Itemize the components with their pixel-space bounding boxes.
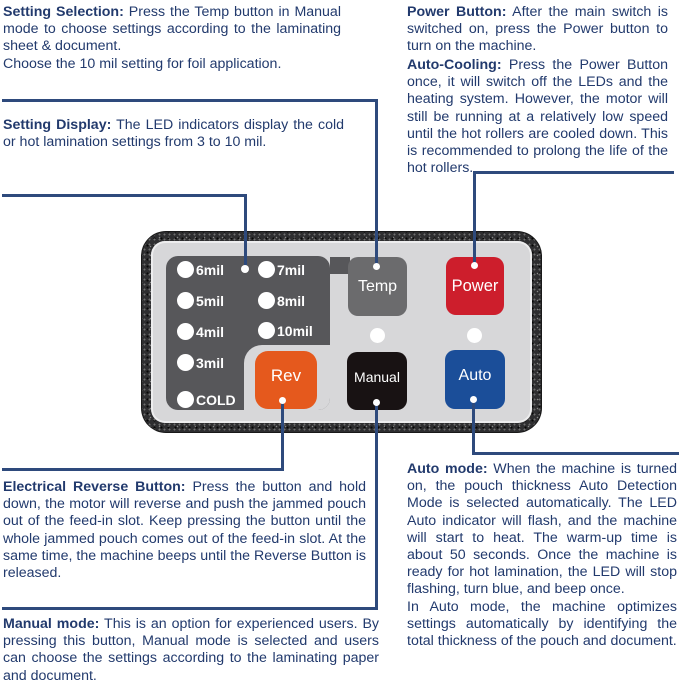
connector-manual-v xyxy=(375,404,378,610)
reverse-button-label: Rev xyxy=(270,366,302,385)
led-label: 4mil xyxy=(196,323,225,340)
callout-body: Choose the 10 mil setting for foil application. xyxy=(3,55,282,72)
callout-title: Auto-Cooling: xyxy=(407,57,502,73)
led-panel-dot xyxy=(241,265,249,273)
callout-body: The LED indicators display the cold or hot lamination settings from 3 to 10 mil. xyxy=(3,117,344,151)
led-row xyxy=(177,391,236,408)
auto-mode-lamp xyxy=(467,328,482,343)
callout-setting-display xyxy=(3,117,344,151)
callout-title: Power Button: xyxy=(407,4,507,20)
callout-setting-selection xyxy=(3,4,341,73)
connector-power-v xyxy=(473,171,476,264)
callout-body: Press the button and hold down, the motor will reverse and push the jammed pouch out of the feed-in slot. Keep pressing the button until the whole jammed pouch comes out of the feed-in slot. At the same time, the machine beeps until the Reverse Button is released. xyxy=(3,479,366,582)
callout-power-button xyxy=(407,4,668,56)
led-panel-temp-bridge xyxy=(330,257,350,274)
led-indicator-cold xyxy=(177,391,194,408)
callout-auto-mode xyxy=(407,461,677,650)
reverse-button[interactable] xyxy=(255,351,317,409)
auto-button-label: Auto xyxy=(458,366,492,384)
led-indicator-3mil xyxy=(177,354,194,371)
reverse-button-dot xyxy=(279,397,286,404)
callout-body: After the main switch is switched on, press the Power button to turn on the machine. xyxy=(407,4,669,55)
callout-title: Setting Display: xyxy=(3,117,112,133)
connector-power-h xyxy=(473,171,674,174)
led-indicator-8mil xyxy=(258,292,275,309)
led-indicator-6mil xyxy=(177,261,194,278)
callout-auto-cooling xyxy=(407,57,668,177)
callout-body: When the machine is turned on, the pouch thickness Auto Detection Mode is selected automatically. The LED Auto indicator will flash, and the machine will start to heat. The warm-up time is about 50 seconds. Once the machine is ready for hot lamination, the LED will stop flashing, turn blue, and beep once. xyxy=(407,461,677,598)
led-label: 8mil xyxy=(277,292,306,309)
connector-reverse-h xyxy=(2,468,284,471)
callout-title: Setting Selection: xyxy=(3,4,124,20)
callout-body: Press the Temp button in Manual mode to choose settings according to the laminating sheet & document. xyxy=(3,4,341,55)
callout-manual-mode xyxy=(3,616,379,683)
led-label: 6mil xyxy=(196,261,225,278)
led-row xyxy=(258,292,305,309)
led-label: 5mil xyxy=(196,292,225,309)
connector-reverse-v xyxy=(281,403,284,470)
led-indicator-7mil xyxy=(258,261,275,278)
temp-button-dot xyxy=(373,263,380,270)
connector-setting-display-h xyxy=(2,194,247,197)
led-indicator-5mil xyxy=(177,292,194,309)
led-row xyxy=(177,292,224,309)
callout-body: In Auto mode, the machine optimizes settings automatically by identifying the total thickness of the pouch and document. xyxy=(407,598,677,650)
led-label: 7mil xyxy=(277,261,306,278)
connector-setting-display-v xyxy=(244,194,247,265)
led-label: 3mil xyxy=(196,354,225,371)
connector-auto-v xyxy=(472,401,475,455)
callout-title: Auto mode: xyxy=(407,461,488,477)
callout-electrical-reverse xyxy=(3,479,366,582)
callout-title: Electrical Reverse Button: xyxy=(3,479,186,495)
power-button-label: Power xyxy=(451,276,499,295)
callout-title: Manual mode: xyxy=(3,616,100,632)
manual-button-label: Manual xyxy=(354,369,400,385)
led-row xyxy=(177,261,224,278)
led-row xyxy=(177,354,224,371)
led-label: COLD xyxy=(196,391,236,408)
callout-body: This is an option for experienced users. By pressing this button, Manual mode is selected and users can choose the settings according to the laminating paper and document. xyxy=(3,616,379,683)
connector-manual-h xyxy=(2,607,378,610)
auto-button-dot xyxy=(470,396,477,403)
callout-body: Press the Power Button once, it will switch off the LEDs and the heating system. However, the motor will still be running at a relatively low speed until the hot rollers are cooled down. This is recommended to prolong the life of the hot rollers. xyxy=(407,57,668,177)
manual-mode-lamp xyxy=(370,328,385,343)
led-label: 10mil xyxy=(277,322,313,339)
connector-auto-h xyxy=(472,452,679,455)
power-button-dot xyxy=(471,262,478,269)
led-indicator-4mil xyxy=(177,323,194,340)
led-indicator-10mil xyxy=(258,322,275,339)
led-row xyxy=(258,261,305,278)
led-row xyxy=(258,322,313,339)
connector-setting-selection-v xyxy=(375,99,378,264)
manual-button-dot xyxy=(373,399,380,406)
connector-setting-selection-h xyxy=(2,99,378,102)
led-row xyxy=(177,323,224,340)
temp-button-label: Temp xyxy=(357,277,398,295)
